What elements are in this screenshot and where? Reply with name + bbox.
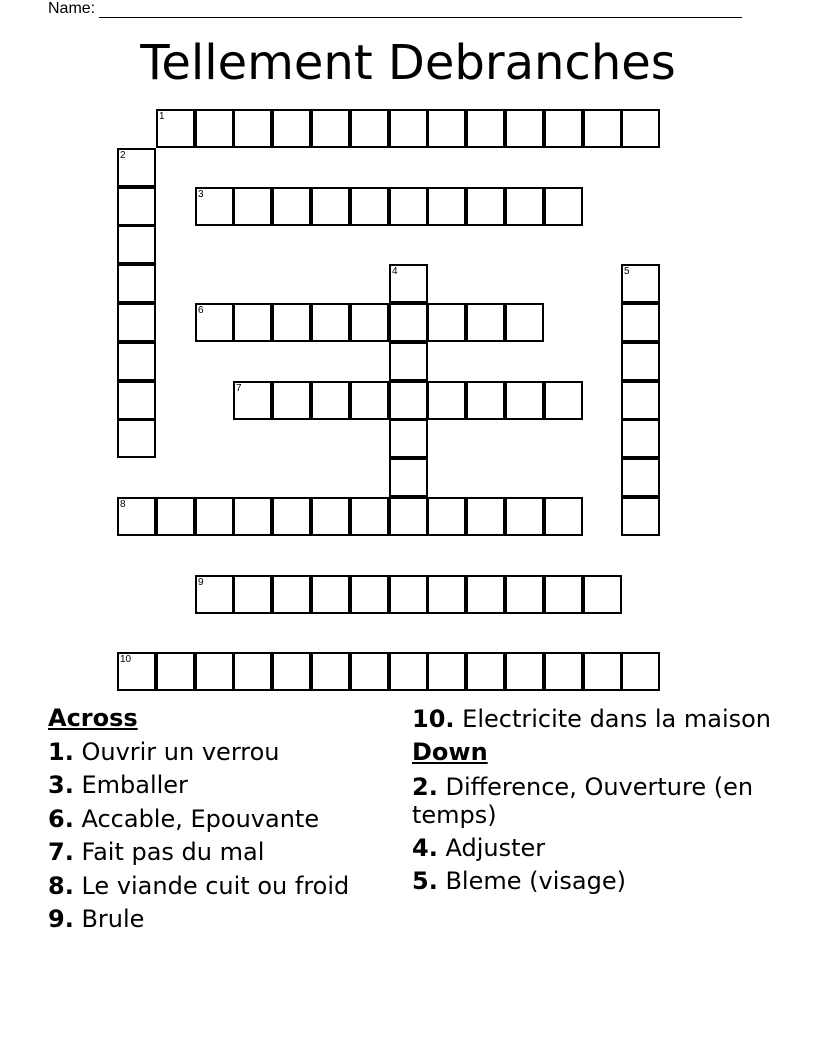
grid-cell[interactable] — [544, 497, 583, 536]
cell-number: 1 — [159, 111, 165, 122]
clue-text: Adjuster — [445, 833, 546, 862]
grid-cell[interactable] — [156, 109, 195, 148]
grid-cell[interactable] — [156, 497, 195, 536]
grid-cell[interactable] — [505, 381, 544, 420]
grid-cell[interactable] — [544, 109, 583, 148]
clue-number: 5. — [412, 867, 438, 895]
grid-cell[interactable] — [427, 109, 466, 148]
grid-cell[interactable] — [311, 497, 350, 536]
grid-cell[interactable] — [117, 419, 156, 458]
grid-cell[interactable] — [621, 381, 660, 420]
grid-cell[interactable] — [389, 264, 428, 303]
clue-across-8 — [48, 870, 398, 904]
grid-cell[interactable] — [117, 381, 156, 420]
grid-cell[interactable] — [233, 497, 272, 536]
grid-cell[interactable] — [389, 575, 428, 614]
grid-cell[interactable] — [621, 497, 660, 536]
clue-across-3 — [48, 769, 398, 803]
grid-cell[interactable] — [117, 497, 156, 536]
clue-down-4 — [412, 832, 772, 866]
clue-text: Brule — [81, 905, 145, 933]
grid-cell[interactable] — [272, 187, 311, 226]
grid-cell[interactable] — [466, 575, 505, 614]
clue-number: 9. — [48, 905, 74, 933]
grid-cell[interactable] — [389, 458, 428, 497]
grid-cell[interactable] — [195, 575, 234, 614]
grid-cell[interactable] — [427, 575, 466, 614]
grid-cell[interactable] — [389, 381, 428, 420]
grid-cell[interactable] — [233, 109, 272, 148]
grid-cell[interactable] — [311, 575, 350, 614]
clue-down-2 — [412, 773, 772, 829]
grid-cell[interactable] — [466, 109, 505, 148]
clue-text: Ouvrir un verrou — [81, 737, 280, 766]
grid-cell[interactable] — [505, 497, 544, 536]
grid-cell[interactable] — [350, 575, 389, 614]
grid-cell[interactable] — [389, 419, 428, 458]
down-heading: Down — [412, 738, 488, 766]
cell-number: 5 — [624, 266, 630, 277]
grid-cell[interactable] — [311, 303, 350, 342]
grid-cell[interactable] — [389, 303, 428, 342]
clue-across-9 — [48, 903, 398, 937]
grid-cell[interactable] — [233, 575, 272, 614]
grid-cell[interactable] — [505, 575, 544, 614]
grid-cell[interactable] — [505, 109, 544, 148]
clues-right-column — [412, 702, 772, 899]
grid-cell[interactable] — [505, 187, 544, 226]
grid-cell[interactable] — [427, 381, 466, 420]
grid-cell[interactable] — [272, 652, 311, 691]
grid-cell[interactable] — [350, 381, 389, 420]
grid-cell[interactable] — [466, 303, 505, 342]
grid-cell[interactable] — [117, 342, 156, 381]
clue-text: Bleme (visage) — [445, 867, 626, 895]
grid-cell[interactable] — [389, 109, 428, 148]
grid-cell[interactable] — [544, 381, 583, 420]
across-heading: Across — [48, 704, 138, 732]
grid-cell[interactable] — [544, 652, 583, 691]
clue-down-5 — [412, 865, 772, 899]
clue-across-7 — [48, 836, 398, 870]
clue-across-6 — [48, 803, 398, 837]
clue-number: 1. — [48, 737, 74, 766]
clue-text: Fait pas du mal — [81, 838, 265, 866]
grid-cell[interactable] — [389, 187, 428, 226]
grid-cell[interactable] — [195, 187, 234, 226]
grid-cell[interactable] — [505, 303, 544, 342]
grid-cell[interactable] — [583, 109, 622, 148]
cell-number: 7 — [236, 383, 242, 394]
cell-number: 8 — [120, 499, 126, 510]
cell-number: 10 — [120, 654, 132, 665]
clue-text: Electricite dans la maison — [462, 705, 772, 733]
puzzle-title: Tellement Debranches — [140, 35, 676, 91]
grid-cell[interactable] — [311, 381, 350, 420]
grid-cell[interactable] — [583, 652, 622, 691]
grid-cell[interactable] — [544, 187, 583, 226]
grid-cell[interactable] — [272, 575, 311, 614]
grid-cell[interactable] — [427, 652, 466, 691]
grid-cell[interactable] — [350, 187, 389, 226]
grid-cell[interactable] — [621, 458, 660, 497]
grid-cell[interactable] — [272, 497, 311, 536]
grid-cell[interactable] — [117, 652, 156, 691]
grid-cell[interactable] — [233, 187, 272, 226]
grid-cell[interactable] — [233, 381, 272, 420]
grid-cell[interactable] — [117, 148, 156, 187]
grid-cell[interactable] — [117, 303, 156, 342]
clue-number: 6. — [48, 804, 74, 833]
grid-cell[interactable] — [117, 225, 156, 264]
grid-cell[interactable] — [117, 187, 156, 226]
grid-cell[interactable] — [389, 342, 428, 381]
grid-cell[interactable] — [466, 381, 505, 420]
cell-number: 4 — [392, 266, 398, 277]
grid-cell[interactable] — [583, 575, 622, 614]
grid-cell[interactable] — [466, 497, 505, 536]
grid-cell[interactable] — [621, 303, 660, 342]
grid-cell[interactable] — [621, 652, 660, 691]
grid-cell[interactable] — [311, 187, 350, 226]
clue-across-10 — [412, 705, 772, 733]
grid-cell[interactable] — [117, 264, 156, 303]
grid-cell[interactable] — [621, 264, 660, 303]
grid-cell[interactable] — [272, 381, 311, 420]
name-label: Name: — [48, 0, 96, 17]
grid-cell[interactable] — [233, 652, 272, 691]
grid-cell[interactable] — [466, 652, 505, 691]
clue-text: Accable, Epouvante — [81, 804, 320, 833]
grid-cell[interactable] — [350, 303, 389, 342]
grid-cell[interactable] — [427, 303, 466, 342]
grid-cell[interactable] — [195, 109, 234, 148]
cell-number: 6 — [198, 305, 204, 316]
clue-text: Difference, Ouverture (en temps) — [412, 772, 754, 829]
grid-cell[interactable] — [621, 109, 660, 148]
grid-cell[interactable] — [156, 652, 195, 691]
clue-number: 7. — [48, 838, 74, 866]
grid-cell[interactable] — [427, 187, 466, 226]
cell-number: 2 — [120, 150, 126, 161]
clue-number: 8. — [48, 871, 74, 900]
grid-cell[interactable] — [195, 497, 234, 536]
grid-cell[interactable] — [311, 109, 350, 148]
clue-number: 4. — [412, 833, 438, 862]
grid-cell[interactable] — [233, 303, 272, 342]
grid-cell[interactable] — [544, 575, 583, 614]
grid-cell[interactable] — [389, 497, 428, 536]
grid-cell[interactable] — [272, 109, 311, 148]
cell-number: 3 — [198, 189, 204, 200]
grid-cell[interactable] — [621, 419, 660, 458]
clue-number: 10. — [412, 705, 455, 733]
grid-cell[interactable] — [389, 652, 428, 691]
clues-left-column — [48, 702, 398, 937]
grid-cell[interactable] — [427, 497, 466, 536]
grid-cell[interactable] — [311, 652, 350, 691]
grid-cell[interactable] — [350, 652, 389, 691]
grid-cell[interactable] — [195, 652, 234, 691]
cell-number: 9 — [198, 577, 204, 588]
clue-number: 3. — [48, 771, 74, 799]
grid-cell[interactable] — [466, 187, 505, 226]
clue-number: 2. — [412, 772, 438, 801]
grid-cell[interactable] — [350, 109, 389, 148]
clue-text: Le viande cuit ou froid — [81, 871, 350, 900]
grid-cell[interactable] — [505, 652, 544, 691]
grid-cell[interactable] — [621, 342, 660, 381]
clue-text: Emballer — [81, 771, 188, 799]
clue-across-1 — [48, 736, 398, 770]
grid-cell[interactable] — [195, 303, 234, 342]
grid-cell[interactable] — [272, 303, 311, 342]
grid-cell[interactable] — [350, 497, 389, 536]
